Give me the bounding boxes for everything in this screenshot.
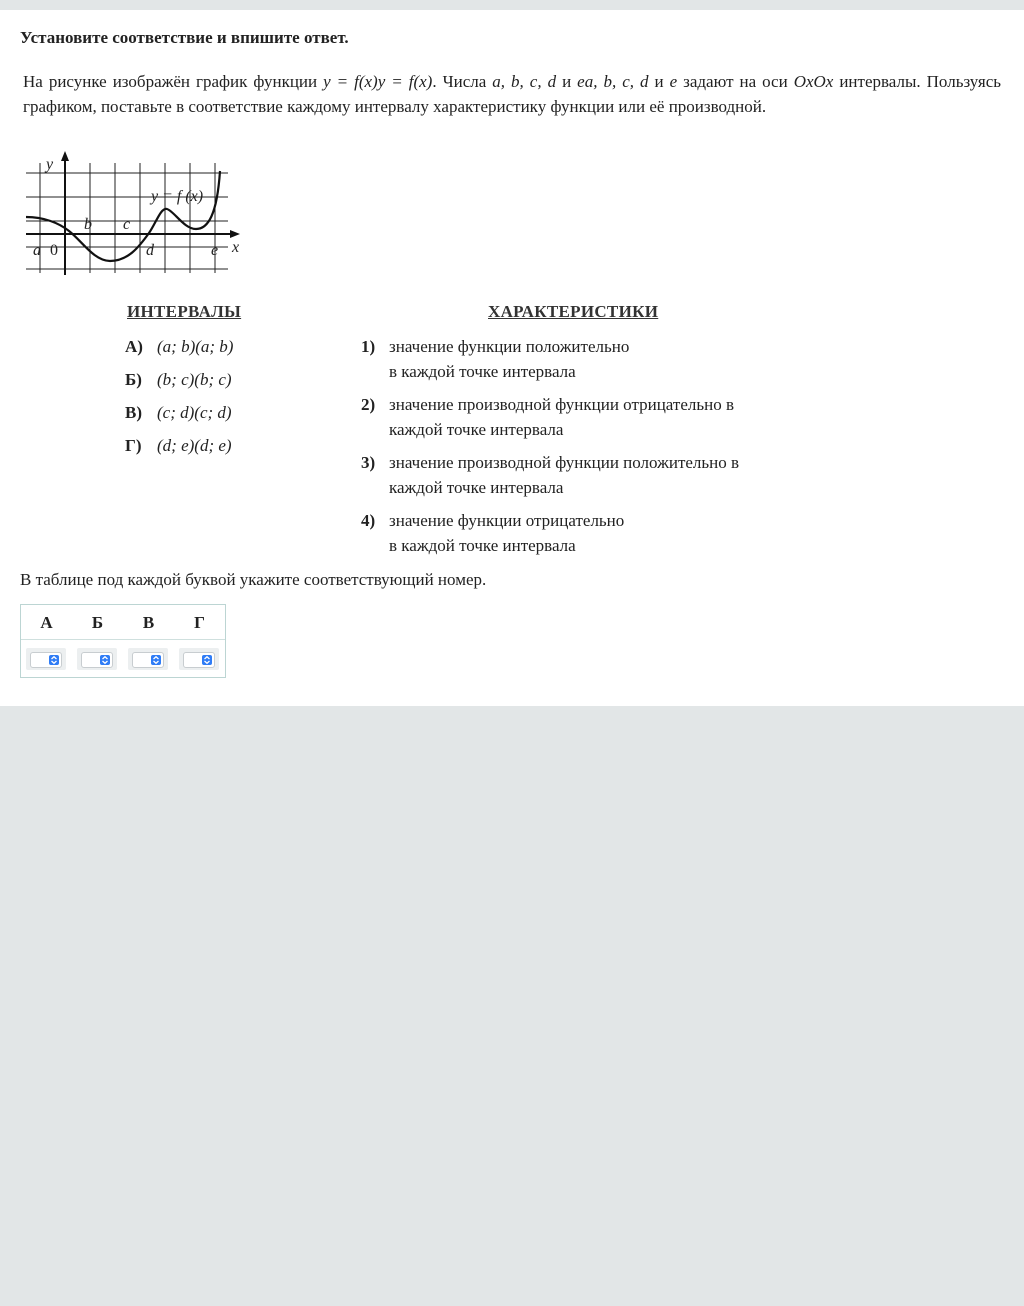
chevron-updown-icon [100, 655, 110, 665]
origin-label: 0 [50, 242, 58, 259]
characteristics-title: ХАРАКТЕРИСТИКИ [488, 302, 659, 321]
x-axis-arrow-icon [230, 230, 240, 238]
interval-letter: В) [125, 403, 142, 422]
interval-value: (a; b)(a; b) [157, 337, 234, 356]
interval-value: (d; e)(d; e) [157, 436, 232, 455]
header-cell-g: Г [194, 613, 205, 632]
task-text: На рисунке изображён график функции y = f(x)y = f(x). Числа a, b, c, d и ea, b, c, d и e задают на оси OxOx интервалы. Пользуясь графиком, поставьте в соответствие каждому интервалу характеристику функции или её производной. [23, 72, 1001, 116]
interval-row [125, 334, 233, 359]
point-e-label: e [211, 242, 219, 259]
y-axis-label: y [46, 156, 54, 173]
characteristic-number: 2) [361, 395, 376, 414]
interval-row [125, 400, 232, 425]
answer-table-header [21, 605, 225, 640]
task-card [0, 10, 1024, 706]
interval-letter: Г) [125, 436, 142, 455]
point-a-label: a [33, 242, 41, 259]
intervals-title: ИНТЕРВАЛЫ [127, 302, 242, 321]
interval-value: (b; c)(b; c) [157, 370, 232, 389]
characteristic-text: значение функции положительно в каждой точке интервала [389, 337, 630, 381]
interval-letter: А) [125, 337, 143, 356]
characteristic-number: 1) [361, 337, 376, 356]
point-c-label: c [123, 216, 131, 233]
characteristic-text: значение функции отрицательно в каждой точке интервала [389, 511, 625, 555]
y-axis-arrow-icon [61, 151, 69, 161]
answer-instruction: В таблице под каждой буквой укажите соответствующий номер. [20, 570, 487, 589]
point-b-label: b [84, 216, 92, 233]
task-heading: Установите соответствие и впишите ответ. [20, 28, 349, 47]
interval-letter: Б) [125, 370, 142, 389]
answer-select-v[interactable] [128, 648, 168, 670]
chevron-updown-icon [202, 655, 212, 665]
answer-table [20, 604, 226, 678]
characteristic-text: значение производной функции положительно в каждой точке интервала [389, 453, 740, 497]
axes [26, 151, 240, 275]
interval-row [125, 433, 232, 458]
function-label: y = f (x) [151, 188, 204, 205]
answer-select-a[interactable] [26, 648, 66, 670]
characteristic-text: значение производной функции отрицательно в каждой точке интервала [389, 395, 734, 439]
interval-value: (c; d)(c; d) [157, 403, 232, 422]
header-cell-a: А [40, 613, 53, 632]
answer-select-g[interactable] [179, 648, 219, 670]
header-cell-v: В [142, 613, 155, 632]
characteristic-number: 4) [361, 511, 376, 530]
point-d-label: d [146, 242, 154, 259]
answer-select-b[interactable] [77, 648, 117, 670]
characteristic-number: 3) [361, 453, 376, 472]
header-cell-b: Б [91, 613, 104, 632]
function-notation: y = f(x)y = f(x) [323, 72, 433, 91]
chevron-updown-icon [151, 655, 161, 665]
top-bar [0, 0, 1024, 10]
interval-row [125, 367, 232, 392]
x-axis-label: x [232, 239, 240, 256]
chevron-updown-icon [49, 655, 59, 665]
function-graph [24, 145, 254, 280]
